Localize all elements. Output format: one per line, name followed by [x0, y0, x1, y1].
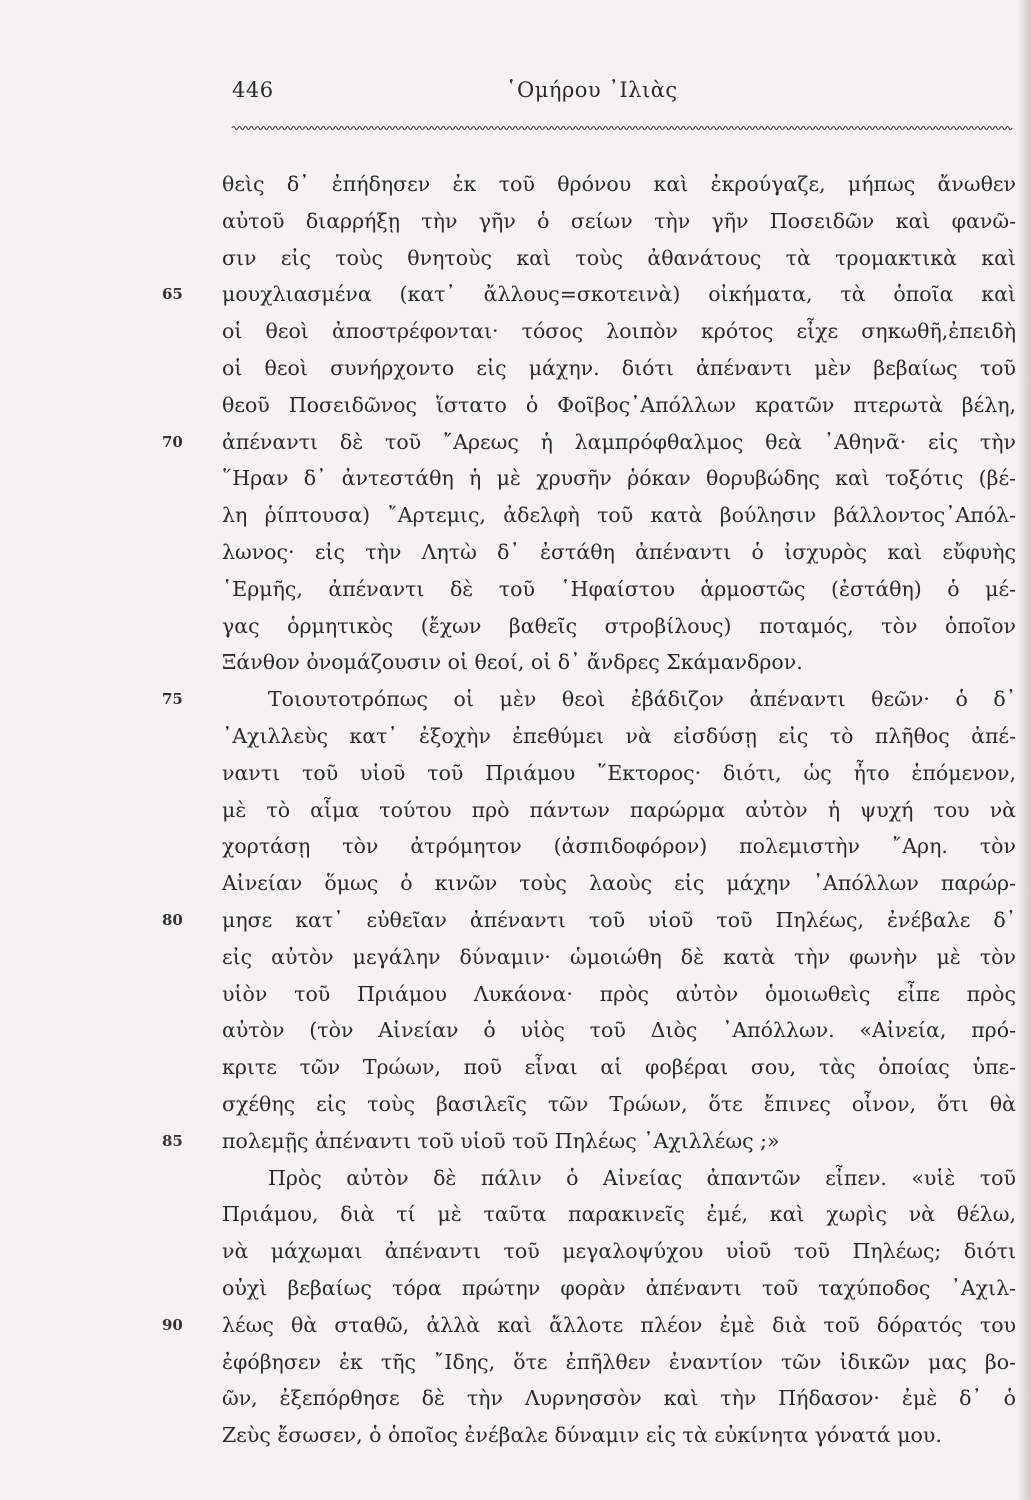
text-line	[222, 350, 1016, 387]
text-line	[222, 1270, 1016, 1307]
text-line	[162, 276, 1016, 313]
line-text: μησε κατ᾽ εὐθεῖαν ἀπέναντι τοῦ υἱοῦ τοῦ Πηλέως, ἐνέβαλε δ᾽	[222, 907, 1016, 932]
line-text: γας ὁρμητικὸς (ἔχων βαθεῖς στροβίλους) ποταμός, τὸν ὁποῖον	[222, 613, 1016, 638]
line-text: οἱ θεοὶ συνήρχοντο εἰς μάχην. διότι ἀπέναντι μὲν βεβαίως τοῦ	[222, 355, 1016, 380]
line-text: εἰς αὐτὸν μεγάλην δύναμιν· ὡμοιώθη δὲ κατὰ τὴν φωνὴν μὲ τὸν	[222, 944, 1016, 969]
line-text: Αἰνείαν ὅμως ὁ κινῶν τοὺς λαοὺς εἰς μάχην ᾽Απόλλων παρώρ-	[222, 871, 1016, 896]
line-text: νὰ μάχωμαι ἀπέναντι τοῦ μεγαλοψύχου υἱοῦ τοῦ Πηλέως; διότι	[222, 1239, 1016, 1264]
text-line	[162, 902, 1016, 939]
line-number: 90	[162, 1315, 183, 1334]
text-line	[222, 865, 1016, 902]
line-number: 70	[162, 432, 183, 451]
text-line	[222, 755, 1016, 792]
line-number: 85	[162, 1131, 183, 1150]
page-number: 446	[232, 78, 274, 102]
line-text: Πρὸς αὐτὸν δὲ πάλιν ὁ Αἰνείας ἀπαντῶν εἶπεν. «υἱὲ τοῦ	[268, 1165, 1016, 1190]
text-line	[222, 1196, 1016, 1233]
text-line	[162, 1307, 1016, 1344]
line-text: σχέθης εἰς τοὺς βασιλεῖς τῶν Τρώων, ὅτε ἔπινες οἶνον, ὅτι θὰ	[222, 1091, 1016, 1116]
text-line	[222, 534, 1016, 571]
text-line	[222, 313, 1016, 350]
body-text	[162, 166, 1016, 1454]
text-line	[222, 203, 1016, 240]
page-edge-shadow	[1017, 0, 1031, 1500]
line-text: οὐχὶ βεβαίως τόρα πρώτην φορὰν ἀπέναντι τοῦ ταχύποδος ᾽Αχιλ-	[222, 1275, 1016, 1300]
text-line	[222, 718, 1016, 755]
text-line	[222, 571, 1016, 608]
text-line	[222, 1086, 1016, 1123]
text-line	[222, 497, 1016, 534]
line-text: λη ῥίπτουσα) ῎Αρτεμις, ἀδελφὴ τοῦ κατὰ βούλησιν βάλλοντος᾽Απόλ-	[222, 503, 1016, 528]
text-line	[222, 1380, 1016, 1417]
line-text: ἀπέναντι δὲ τοῦ ῎Αρεως ἡ λαμπρόφθαλμος θεὰ ᾿Αθηνᾶ· εἰς τὴν	[222, 429, 1016, 454]
text-line	[222, 240, 1016, 277]
line-text: λωνος· εἰς τὴν Λητὼ δ᾽ ἐστάθη ἀπέναντι ὁ ἰσχυρὸς καὶ εὔφυὴς	[222, 539, 1016, 564]
text-line	[162, 681, 1016, 718]
text-line	[222, 1049, 1016, 1086]
line-text: Ξάνθον ὀνομάζουσιν οἱ θεοί, οἱ δ᾽ ἄνδρες Σκάμανδρον.	[222, 650, 803, 675]
text-line	[222, 792, 1016, 829]
text-line	[162, 1123, 1016, 1160]
line-text: ῶν, ἐξεπόρθησε δὲ τὴν Λυρνησσὸν καὶ τὴν Πήδασον· ἐμὲ δ᾽ ὁ	[222, 1386, 1016, 1411]
line-text: χορτάσῃ τὸν ἀτρόμητον (ἀσπιδοφόρον) πολεμιστὴν ῎Αρη. τὸν	[222, 834, 1016, 859]
text-line	[222, 166, 1016, 203]
line-text: ναντι τοῦ υἱοῦ τοῦ Πριάμου ῞Εκτορος· διότι, ὡς ἦτο ἑπόμενον,	[222, 760, 1016, 785]
text-line	[222, 939, 1016, 976]
text-line	[222, 460, 1016, 497]
text-line	[222, 608, 1016, 645]
text-line	[222, 976, 1016, 1013]
page-header	[0, 78, 1031, 118]
text-line	[222, 1417, 1016, 1454]
text-line	[222, 1160, 1016, 1197]
line-number: 75	[162, 690, 183, 709]
line-text: Πριάμου, διὰ τί μὲ ταῦτα παρακινεῖς ἐμέ, καὶ χωρὶς νὰ θέλω,	[222, 1202, 1016, 1227]
text-line	[222, 644, 1016, 681]
line-text: μουχλιασμένα (κατ᾽ ἄλλους=σκοτεινὰ) οἰκήματα, τὰ ὁποῖα καὶ	[222, 282, 1016, 307]
line-text: θεοῦ Ποσειδῶνος ἵστατο ὁ Φοῖβος᾽Απόλλων κρατῶν πτερωτὰ βέλη,	[222, 392, 1016, 417]
line-text: αὐτὸν (τὸν Αἰνείαν ὁ υἱὸς τοῦ Διὸς ᾽Απόλλων. «Αἰνεία, πρό-	[222, 1018, 1016, 1043]
line-text: αὐτοῦ διαρρήξῃ τὴν γῆν ὁ σείων τὴν γῆν Ποσειδῶν καὶ φανῶ-	[222, 208, 1016, 233]
text-line	[162, 424, 1016, 461]
wavy-header-rule	[232, 124, 1012, 132]
line-text: Ζεὺς ἔσωσεν, ὁ ὁποῖος ἐνέβαλε δύναμιν εἰς τὰ εὐκίνητα γόνατά μου.	[222, 1423, 942, 1448]
text-line	[222, 1233, 1016, 1270]
line-text: κριτε τῶν Τρώων, ποῦ εἶναι αἱ φοβέραι σου, τὰς ὁποίας ὑπε-	[222, 1055, 1016, 1080]
line-number: 65	[162, 285, 183, 304]
line-text: υἱὸν τοῦ Πριάμου Λυκάονα· πρὸς αὐτὸν ὁμοιωθεὶς εἶπε πρὸς	[222, 981, 1016, 1006]
line-number: 80	[162, 910, 183, 929]
text-line	[222, 1344, 1016, 1381]
text-line	[222, 387, 1016, 424]
line-text: θεὶς δ᾽ ἐπήδησεν ἐκ τοῦ θρόνου καὶ ἐκρούγαζε, μήπως ἄνωθεν	[222, 172, 1016, 196]
text-line	[222, 828, 1016, 865]
line-text: πολεμῇς ἀπέναντι τοῦ υἱοῦ τοῦ Πηλέως ᾽Αχιλλέως ;»	[222, 1128, 780, 1153]
line-text: οἱ θεοὶ ἀποστρέφονται· τόσος λοιπὸν κρότος εἶχε σηκωθῆ,ἐπειδὴ	[222, 319, 1016, 344]
line-text: σιν εἰς τοὺς θνητοὺς καὶ τοὺς ἀθανάτους τὰ τρομακτικὰ καὶ	[222, 245, 1016, 270]
line-text: ἐφόβησεν ἐκ τῆς ῎Ιδης, ὅτε ἐπῆλθεν ἐναντίον τῶν ἰδικῶν μας βο-	[222, 1349, 1016, 1374]
text-line	[222, 1012, 1016, 1049]
line-text: ῞Ηραν δ᾽ ἀντεστάθη ἡ μὲ χρυσῆν ῥόκαν θορυβώδης καὶ τοξότις (βέ-	[222, 466, 1016, 491]
line-text: ῾Ερμῆς, ἀπέναντι δὲ τοῦ ῾Ηφαίστου ἁρμοστῶς (ἐστάθη) ὁ μέ-	[222, 576, 1016, 601]
line-text: ᾽Αχιλλεὺς κατ᾽ ἐξοχὴν ἐπεθύμει νὰ εἰσδύσῃ εἰς τὸ πλῆθος ἀπέ-	[222, 723, 1016, 748]
running-title: ῾Ομήρου ᾿Ιλιὰς	[506, 78, 678, 102]
line-text: Τοιουτοτρόπως οἱ μὲν θεοὶ ἐβάδιζον ἀπέναντι θεῶν· ὁ δ᾽	[268, 687, 1016, 712]
line-text: μὲ τὸ αἷμα τούτου πρὸ πάντων παρώρμα αὐτὸν ἡ ψυχή του νὰ	[222, 797, 1016, 822]
line-text: λέως θὰ σταθῶ, ἀλλὰ καὶ ἄλλοτε πλέον ἐμὲ διὰ τοῦ δόρατός του	[222, 1312, 1016, 1337]
